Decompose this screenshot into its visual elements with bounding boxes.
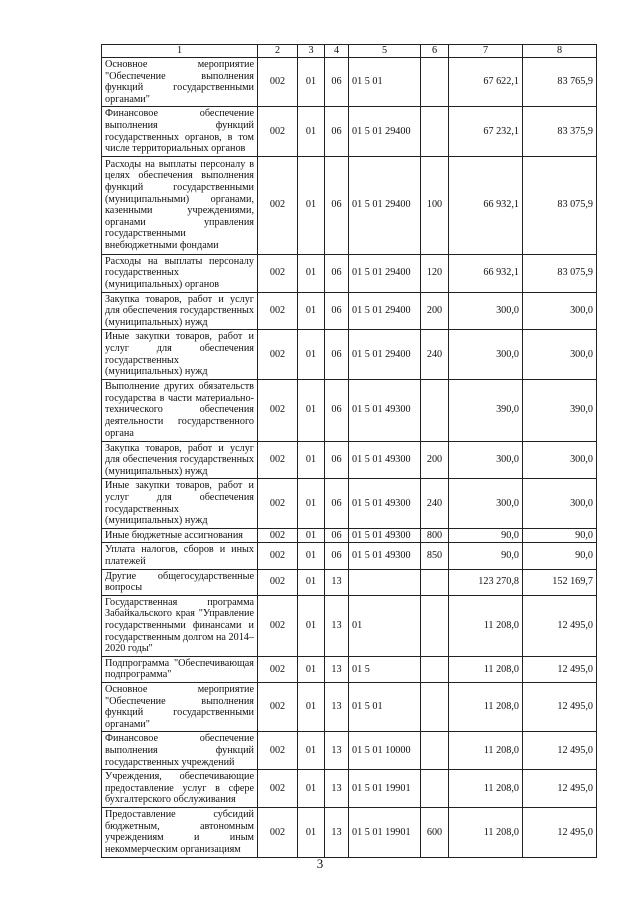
column-header: 6 [421, 45, 449, 58]
table-row [102, 58, 597, 107]
expense-type-cell [421, 682, 449, 731]
amount-year2-cell: 12 495,0 [523, 732, 597, 770]
amount-year1-cell: 11 208,0 [449, 656, 523, 682]
row-name-cell: Иные закупки товаров, работ и услуг для обеспечения государственных (муниципальных) нужд [102, 330, 258, 379]
section-code-cell: 01 [298, 528, 325, 543]
main-admin-code-cell: 002 [258, 330, 298, 379]
main-admin-code-cell: 002 [258, 682, 298, 731]
amount-year1-cell: 66 932,1 [449, 156, 523, 254]
subsection-code-cell: 06 [325, 254, 349, 292]
section-code-cell: 01 [298, 479, 325, 528]
amount-year2-cell: 12 495,0 [523, 770, 597, 808]
main-admin-code-cell: 002 [258, 156, 298, 254]
main-admin-code-cell: 002 [258, 543, 298, 569]
section-code-cell: 01 [298, 254, 325, 292]
section-code-cell: 01 [298, 441, 325, 479]
expense-type-cell [421, 595, 449, 656]
table-row [102, 292, 597, 330]
amount-year1-cell: 390,0 [449, 379, 523, 441]
main-admin-code-cell: 002 [258, 770, 298, 808]
row-name-cell: Иные бюджетные ассигнования [102, 528, 258, 543]
expense-type-cell [421, 656, 449, 682]
amount-year2-cell: 83 075,9 [523, 156, 597, 254]
main-admin-code-cell: 002 [258, 58, 298, 107]
subsection-code-cell: 06 [325, 107, 349, 156]
amount-year1-cell: 300,0 [449, 479, 523, 528]
main-admin-code-cell: 002 [258, 292, 298, 330]
amount-year2-cell: 83 375,9 [523, 107, 597, 156]
expense-type-cell: 200 [421, 441, 449, 479]
amount-year1-cell: 67 622,1 [449, 58, 523, 107]
subsection-code-cell: 13 [325, 656, 349, 682]
target-article-cell: 01 5 01 29400 [349, 254, 421, 292]
table-row [102, 682, 597, 731]
row-name-cell: Основное мероприятие "Обеспечение выполнения функций государственными органами" [102, 682, 258, 731]
amount-year1-cell: 11 208,0 [449, 732, 523, 770]
table-row [102, 528, 597, 543]
subsection-code-cell: 13 [325, 732, 349, 770]
column-header: 4 [325, 45, 349, 58]
target-article-cell: 01 5 01 49300 [349, 379, 421, 441]
main-admin-code-cell: 002 [258, 254, 298, 292]
table-body [102, 58, 597, 858]
expense-type-cell [421, 770, 449, 808]
amount-year2-cell: 390,0 [523, 379, 597, 441]
row-name-cell: Расходы на выплаты персоналу государственных (муниципальных) органов [102, 254, 258, 292]
row-name-cell: Финансовое обеспечение выполнения функций государственных учреждений [102, 732, 258, 770]
section-code-cell: 01 [298, 543, 325, 569]
expense-type-cell: 100 [421, 156, 449, 254]
main-admin-code-cell: 002 [258, 441, 298, 479]
table-header-row [102, 45, 597, 58]
amount-year1-cell: 11 208,0 [449, 770, 523, 808]
amount-year2-cell: 12 495,0 [523, 656, 597, 682]
column-header: 5 [349, 45, 421, 58]
expense-type-cell: 850 [421, 543, 449, 569]
amount-year1-cell: 300,0 [449, 330, 523, 379]
table-row [102, 569, 597, 595]
expense-type-cell [421, 58, 449, 107]
target-article-cell: 01 5 01 49300 [349, 479, 421, 528]
subsection-code-cell: 06 [325, 528, 349, 543]
row-name-cell: Закупка товаров, работ и услуг для обеспечения государственных (муниципальных) нужд [102, 441, 258, 479]
amount-year2-cell: 83 765,9 [523, 58, 597, 107]
section-code-cell: 01 [298, 107, 325, 156]
amount-year2-cell: 300,0 [523, 330, 597, 379]
column-header: 1 [102, 45, 258, 58]
subsection-code-cell: 06 [325, 479, 349, 528]
target-article-cell: 01 5 01 29400 [349, 107, 421, 156]
amount-year2-cell: 300,0 [523, 292, 597, 330]
main-admin-code-cell: 002 [258, 808, 298, 857]
target-article-cell: 01 5 01 49300 [349, 543, 421, 569]
target-article-cell: 01 5 01 49300 [349, 441, 421, 479]
table-row [102, 254, 597, 292]
amount-year2-cell: 90,0 [523, 528, 597, 543]
target-article-cell: 01 5 [349, 656, 421, 682]
row-name-cell: Подпрограмма "Обеспечивающая подпрограмма" [102, 656, 258, 682]
target-article-cell: 01 5 01 29400 [349, 156, 421, 254]
subsection-code-cell: 13 [325, 770, 349, 808]
table-row [102, 441, 597, 479]
subsection-code-cell: 13 [325, 595, 349, 656]
amount-year1-cell: 90,0 [449, 543, 523, 569]
main-admin-code-cell: 002 [258, 479, 298, 528]
target-article-cell: 01 5 01 29400 [349, 330, 421, 379]
row-name-cell: Закупка товаров, работ и услуг для обеспечения государственных (муниципальных) нужд [102, 292, 258, 330]
target-article-cell: 01 [349, 595, 421, 656]
subsection-code-cell: 06 [325, 379, 349, 441]
amount-year1-cell: 11 208,0 [449, 808, 523, 857]
expense-type-cell [421, 569, 449, 595]
target-article-cell: 01 5 01 [349, 58, 421, 107]
row-name-cell: Выполнение других обязательств государства в части материально-технического обеспечения деятельности государственного органа [102, 379, 258, 441]
column-header: 8 [523, 45, 597, 58]
row-name-cell: Основное мероприятие "Обеспечение выполнения функций государственными органами" [102, 58, 258, 107]
amount-year1-cell: 66 932,1 [449, 254, 523, 292]
subsection-code-cell: 06 [325, 156, 349, 254]
amount-year1-cell: 123 270,8 [449, 569, 523, 595]
expense-type-cell: 800 [421, 528, 449, 543]
expense-type-cell: 200 [421, 292, 449, 330]
subsection-code-cell: 06 [325, 292, 349, 330]
section-code-cell: 01 [298, 595, 325, 656]
target-article-cell: 01 5 01 19901 [349, 770, 421, 808]
table-row [102, 379, 597, 441]
amount-year2-cell: 90,0 [523, 543, 597, 569]
main-admin-code-cell: 002 [258, 656, 298, 682]
amount-year1-cell: 300,0 [449, 292, 523, 330]
table-row [102, 107, 597, 156]
row-name-cell: Предоставление субсидий бюджетным, автономным учреждениям и иным некоммерческим организациям [102, 808, 258, 857]
section-code-cell: 01 [298, 330, 325, 379]
expense-type-cell [421, 379, 449, 441]
amount-year1-cell: 67 232,1 [449, 107, 523, 156]
amount-year2-cell: 300,0 [523, 479, 597, 528]
expense-type-cell [421, 107, 449, 156]
table-row [102, 156, 597, 254]
row-name-cell: Расходы на выплаты персоналу в целях обеспечения выполнения функций государственными (муниципальными) органами, казенными учреждениями, органами управления государственными внебюджетными фондами [102, 156, 258, 254]
section-code-cell: 01 [298, 770, 325, 808]
main-admin-code-cell: 002 [258, 732, 298, 770]
subsection-code-cell: 13 [325, 808, 349, 857]
table-row [102, 543, 597, 569]
row-name-cell: Другие общегосударственные вопросы [102, 569, 258, 595]
expense-type-cell: 240 [421, 330, 449, 379]
amount-year2-cell: 300,0 [523, 441, 597, 479]
subsection-code-cell: 06 [325, 58, 349, 107]
table-row [102, 330, 597, 379]
row-name-cell: Иные закупки товаров, работ и услуг для обеспечения государственных (муниципальных) нужд [102, 479, 258, 528]
section-code-cell: 01 [298, 292, 325, 330]
row-name-cell: Государственная программа Забайкальского края "Управление государственными финансами и государственным долгом на 2014–2020 годы" [102, 595, 258, 656]
column-header: 2 [258, 45, 298, 58]
target-article-cell: 01 5 01 19901 [349, 808, 421, 857]
target-article-cell: 01 5 01 10000 [349, 732, 421, 770]
target-article-cell: 01 5 01 49300 [349, 528, 421, 543]
subsection-code-cell: 06 [325, 330, 349, 379]
main-admin-code-cell: 002 [258, 528, 298, 543]
table-row [102, 479, 597, 528]
section-code-cell: 01 [298, 569, 325, 595]
section-code-cell: 01 [298, 156, 325, 254]
table-row [102, 595, 597, 656]
main-admin-code-cell: 002 [258, 107, 298, 156]
amount-year1-cell: 11 208,0 [449, 682, 523, 731]
column-header: 3 [298, 45, 325, 58]
subsection-code-cell: 06 [325, 441, 349, 479]
main-admin-code-cell: 002 [258, 595, 298, 656]
amount-year2-cell: 152 169,7 [523, 569, 597, 595]
amount-year2-cell: 83 075,9 [523, 254, 597, 292]
subsection-code-cell: 06 [325, 543, 349, 569]
section-code-cell: 01 [298, 808, 325, 857]
amount-year2-cell: 12 495,0 [523, 682, 597, 731]
section-code-cell: 01 [298, 58, 325, 107]
subsection-code-cell: 13 [325, 569, 349, 595]
budget-table [101, 44, 597, 858]
expense-type-cell: 120 [421, 254, 449, 292]
main-admin-code-cell: 002 [258, 569, 298, 595]
amount-year1-cell: 300,0 [449, 441, 523, 479]
row-name-cell: Финансовое обеспечение выполнения функций государственных органов, в том числе территориальных органов [102, 107, 258, 156]
expense-type-cell: 240 [421, 479, 449, 528]
row-name-cell: Учреждения, обеспечивающие предоставление услуг в сфере бухгалтерского обслуживания [102, 770, 258, 808]
target-article-cell: 01 5 01 [349, 682, 421, 731]
table-row [102, 656, 597, 682]
amount-year1-cell: 90,0 [449, 528, 523, 543]
amount-year2-cell: 12 495,0 [523, 808, 597, 857]
page-number: 3 [316, 856, 324, 871]
table-row [102, 732, 597, 770]
main-admin-code-cell: 002 [258, 379, 298, 441]
section-code-cell: 01 [298, 656, 325, 682]
table-row [102, 808, 597, 857]
subsection-code-cell: 13 [325, 682, 349, 731]
table-row [102, 770, 597, 808]
amount-year1-cell: 11 208,0 [449, 595, 523, 656]
target-article-cell: 01 5 01 29400 [349, 292, 421, 330]
row-name-cell: Уплата налогов, сборов и иных платежей [102, 543, 258, 569]
section-code-cell: 01 [298, 732, 325, 770]
target-article-cell [349, 569, 421, 595]
section-code-cell: 01 [298, 379, 325, 441]
expense-type-cell [421, 732, 449, 770]
amount-year2-cell: 12 495,0 [523, 595, 597, 656]
section-code-cell: 01 [298, 682, 325, 731]
expense-type-cell: 600 [421, 808, 449, 857]
column-header: 7 [449, 45, 523, 58]
